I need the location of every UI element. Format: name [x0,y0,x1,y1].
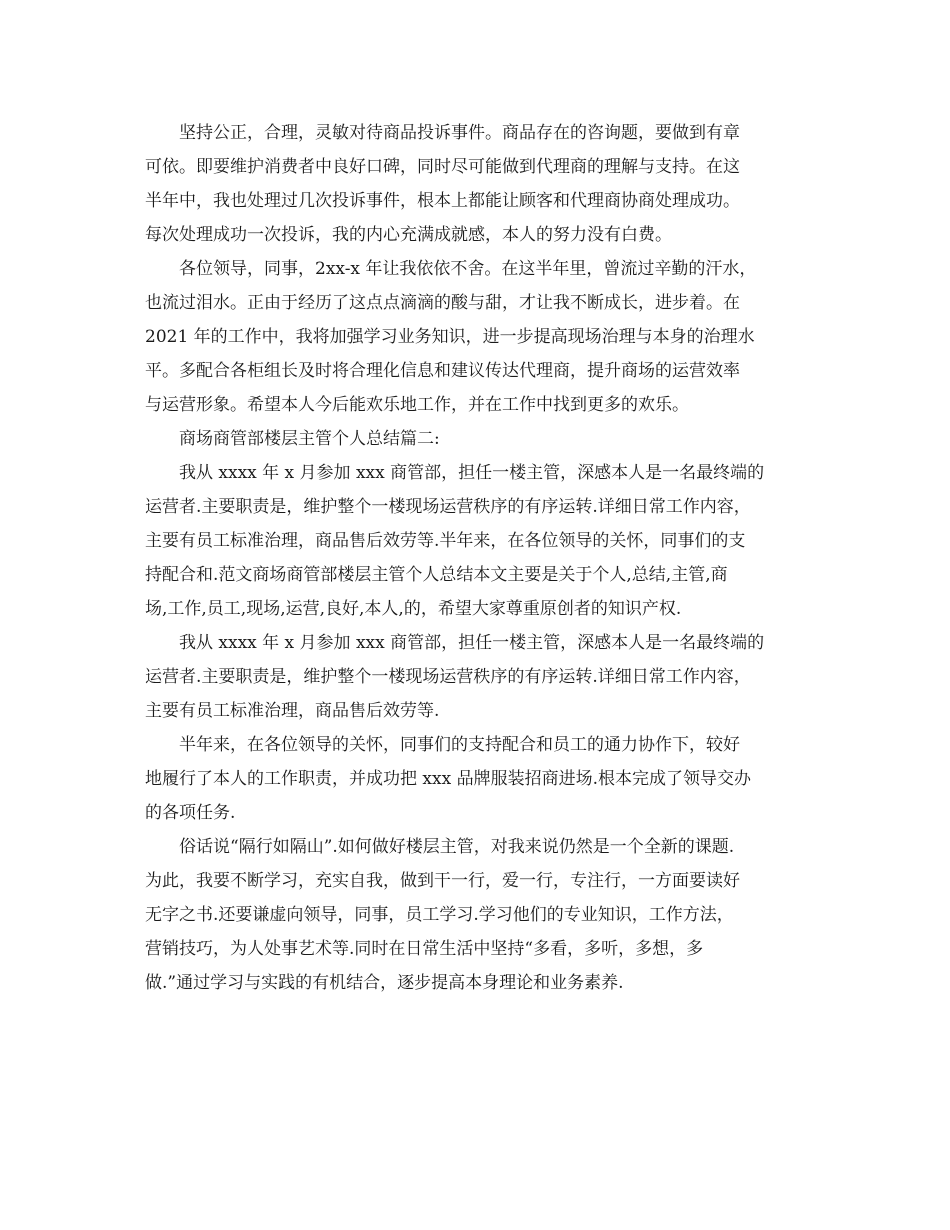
paragraph-1-line-4: 每次处理成功一次投诉，我的内心充满成就感，本人的努力没有白费。 [145,225,672,245]
paragraph-2-line-4: 平。多配合各柜组长及时将合理化信息和建议传达代理商，提升商场的运营效率 [145,361,740,381]
paragraph-3-line-4: 持配合和.范文商场商管部楼层主管个人总结本文主要是关于个人,总结,主管,商 [145,565,728,585]
paragraph-1-line-1: 坚持公正，合理，灵敏对待商品投诉事件。商品存在的咨询题，要做到有章 [179,123,740,143]
paragraph-2-line-3: 2021 年的工作中，我将加强学习业务知识，进一步提高现场治理与本身的治理水 [145,327,755,347]
paragraph-6-line-4: 营销技巧，为人处事艺术等.同时在日常生活中坚持“多看，多听，多想，多 [145,939,704,959]
paragraph-6-line-1: 俗话说“隔行如隔山”.如何做好楼层主管，对我来说仍然是一个全新的课题. [179,837,735,857]
paragraph-3-line-1: 我从 xxxx 年 x 月参加 xxx 商管部，担任一楼主管，深感本人是一名最终端的 [179,463,765,483]
paragraph-5-line-3: 的各项任务. [145,803,236,823]
paragraph-5-line-2: 地履行了本人的工作职责，并成功把 xxx 品牌服装招商进场.根本完成了领导交办 [145,769,751,789]
paragraph-3-line-5: 场,工作,员工,现场,运营,良好,本人,的，希望大家尊重原创者的知识产权. [145,599,682,619]
paragraph-1-line-3: 半年中，我也处理过几次投诉事件，根本上都能让顾客和代理商协商处理成功。 [145,191,740,211]
paragraph-6-line-5: 做.”通过学习与实践的有机结合，逐步提高本身理论和业务素养. [145,973,624,993]
paragraph-4-line-2: 运营者.主要职责是，维护整个一楼现场运营秩序的有序运转.详细日常工作内容， [145,667,751,687]
paragraph-4-line-1: 我从 xxxx 年 x 月参加 xxx 商管部，担任一楼主管，深感本人是一名最终端的 [179,633,765,653]
paragraph-3-line-3: 主要有员工标准治理，商品售后效劳等.半年来，在各位领导的关怀，同事们的支 [145,531,746,551]
paragraph-4-line-3: 主要有员工标准治理，商品售后效劳等. [145,701,440,721]
paragraph-6-line-3: 无字之书.还要谦虚向领导，同事，员工学习.学习他们的专业知识，工作方法， [145,905,734,925]
paragraph-2-line-1: 各位领导，同事，2xx-x 年让我依依不舍。在这半年里，曾流过辛勤的汗水， [179,259,757,279]
section-heading: 商场商管部楼层主管个人总结篇二: [179,429,440,449]
paragraph-1-line-2: 可依。即要维护消费者中良好口碑，同时尽可能做到代理商的理解与支持。在这 [145,157,740,177]
paragraph-5-line-1: 半年来，在各位领导的关怀，同事们的支持配合和员工的通力协作下，较好 [179,735,740,755]
paragraph-6-line-2: 为此，我要不断学习，充实自我，做到干一行，爱一行，专注行，一方面要读好 [145,871,740,891]
paragraph-3-line-2: 运营者.主要职责是，维护整个一楼现场运营秩序的有序运转.详细日常工作内容， [145,497,751,517]
paragraph-2-line-5: 与运营形象。希望本人今后能欢乐地工作，并在工作中找到更多的欢乐。 [145,395,689,415]
paragraph-2-line-2: 也流过泪水。正由于经历了这点点滴滴的酸与甜，才让我不断成长，进步着。在 [145,293,740,313]
